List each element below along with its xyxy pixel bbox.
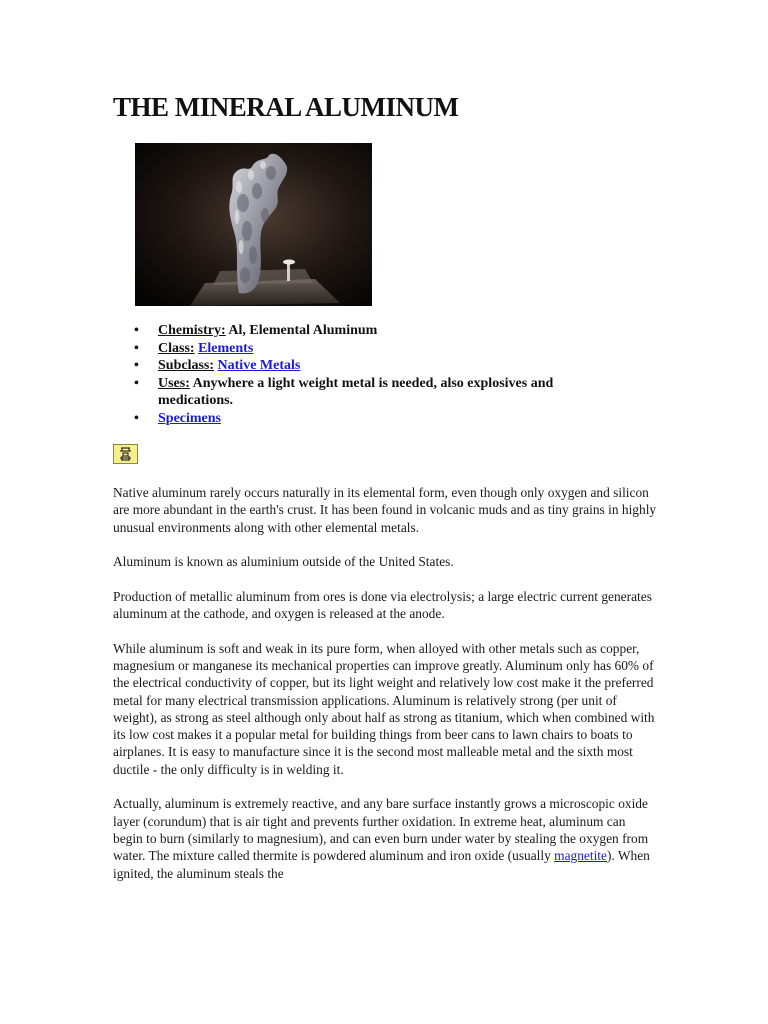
subclass-label: Subclass: [158,358,215,373]
mineral-facts-list [134,322,614,427]
uses-value: Anywhere a light weight metal is needed, also explosives and medications. [158,375,554,408]
chemistry-label: Chemistry: [158,323,226,338]
fact-specimens [134,410,614,427]
reactivity-text-start: Actually, aluminum is extremely reactive, and any bare surface instantly grows a microscopic oxide layer (corundum) that is air tight and prevents further oxidation. In extreme heat, aluminum can begin to burn (similarly to magnesium), and can even burn under water by stealing the oxygen from water. The mixture called thermite is powdered aluminum and iron oxide (usually [113,796,649,864]
paragraph-spelling: Aluminum is known as aluminium outside of the United States. [113,554,454,570]
paragraph-reactivity [113,795,658,881]
paragraph-native-occurrence: Native aluminum rarely occurs naturally in its elemental form, even though only oxygen and silicon are more abundant in the earth's crust. It has been found in volcanic muds and as tiny grains in highly unusual environments along with other elemental metals. [113,485,657,535]
reactivity-text-end: ). When ignited, the aluminum steals the [113,848,650,881]
paragraph-properties: While aluminum is soft and weak in its pure form, when alloyed with other metals such as copper, magnesium or manganese its mechanical properties can improve greatly. Aluminum only has 60% of the electrical conductivity of copper, but its light weight and relatively low cost make it the preferred metal for many electrical transmission applications. Aluminum is relatively strong (per unit of weight), as strong as steel although only about half as strong as titanium, which when combined with its low cost makes it a popular metal for building things from beer cans to lawn chairs to boats to airplanes. It is easy to manufacture since it is the second most malleable metal and the sixth most ductile - the only difficulty is in welding it. [113,640,655,777]
specimen-thumbnail-icon[interactable] [113,444,138,464]
specimens-link[interactable]: Specimens [158,410,221,426]
subclass-native-metals-link[interactable]: Native Metals [217,358,301,373]
fact-subclass [134,357,614,374]
class-elements-link[interactable]: Elements [198,340,254,356]
article-body [113,484,658,899]
page-title: THE MINERAL ALUMINUM [113,92,459,122]
fact-class [134,340,614,357]
paragraph-production: Production of metallic aluminum from ores is done via electrolysis; a large electric current generates aluminum at the cathode, and oxygen is released at the anode. [113,588,652,622]
fact-uses [134,375,614,409]
class-label: Class: [158,340,195,356]
chemistry-value: Al, Elemental Aluminum [228,323,378,338]
uses-label: Uses: [158,375,190,391]
aluminum-specimen-photo [135,143,372,306]
magnetite-link[interactable]: magnetite [554,848,607,864]
fact-chemistry [134,322,614,339]
